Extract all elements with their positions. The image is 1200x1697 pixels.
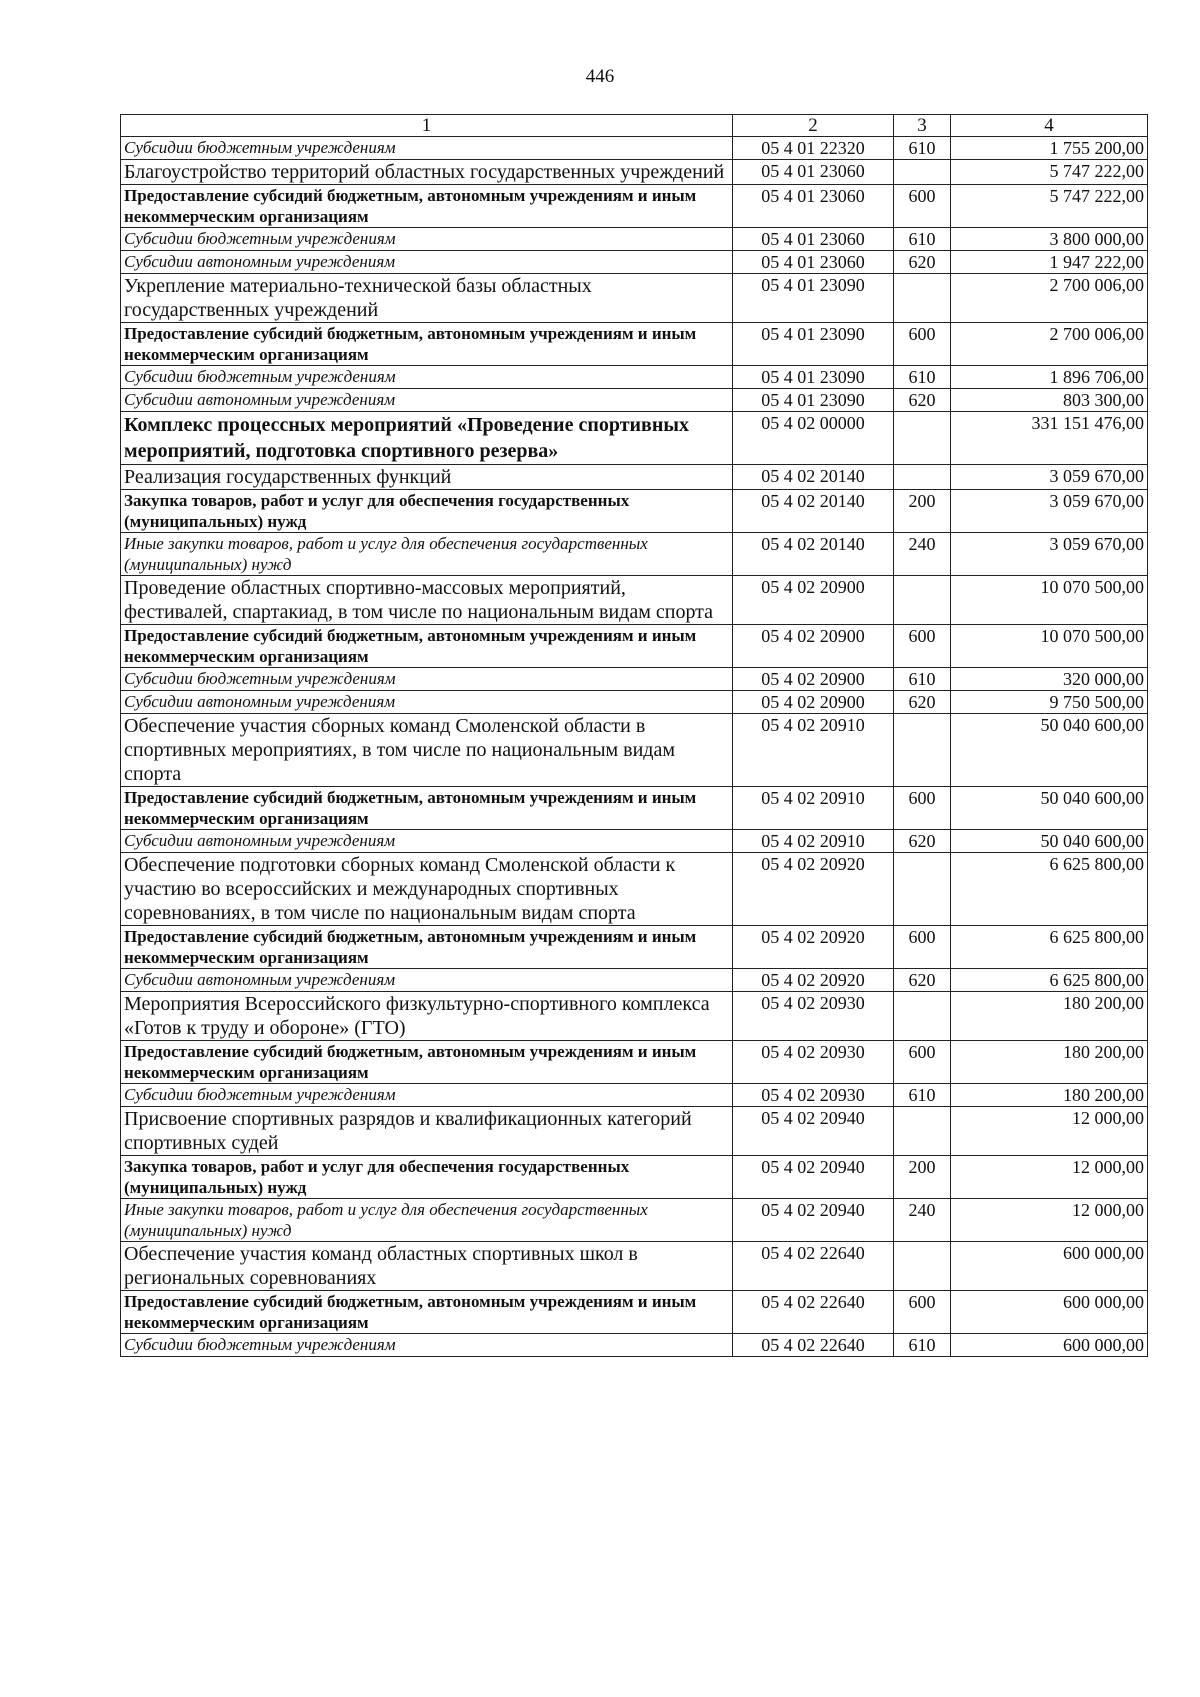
row-code-cell: 05 4 02 20900 [733, 625, 894, 668]
row-vr-cell [894, 1107, 951, 1156]
table-row [121, 366, 1148, 389]
row-name-cell: Предоставление субсидий бюджетным, автономным учреждениям и иным некоммерческим организациям [121, 926, 733, 969]
table-row [121, 1199, 1148, 1242]
row-code-cell: 05 4 02 20940 [733, 1156, 894, 1199]
row-name-cell: Закупка товаров, работ и услуг для обеспечения государственных (муниципальных) нужд [121, 1156, 733, 1199]
table-row [121, 1084, 1148, 1107]
row-name-cell: Субсидии бюджетным учреждениям [121, 137, 733, 160]
table-row [121, 714, 1148, 787]
row-vr-cell: 600 [894, 625, 951, 668]
row-name-cell: Мероприятия Всероссийского физкультурно-спортивного комплекса «Готов к труду и обороне» (ГТО) [121, 992, 733, 1041]
row-name-cell: Субсидии бюджетным учреждениям [121, 228, 733, 251]
row-vr-cell [894, 853, 951, 926]
table-row [121, 274, 1148, 323]
row-code-cell: 05 4 02 20920 [733, 853, 894, 926]
table-row [121, 137, 1148, 160]
row-amount-cell: 50 040 600,00 [951, 714, 1148, 787]
row-vr-cell: 620 [894, 691, 951, 714]
row-code-cell: 05 4 02 20910 [733, 787, 894, 830]
row-name-cell: Субсидии бюджетным учреждениям [121, 1334, 733, 1357]
row-vr-cell [894, 1242, 951, 1291]
row-code-cell: 05 4 02 20140 [733, 490, 894, 533]
row-vr-cell: 620 [894, 251, 951, 274]
table-row [121, 389, 1148, 412]
row-code-cell: 05 4 01 23090 [733, 389, 894, 412]
row-name-cell: Субсидии автономным учреждениям [121, 251, 733, 274]
row-code-cell: 05 4 02 20920 [733, 969, 894, 992]
row-vr-cell: 610 [894, 137, 951, 160]
row-code-cell: 05 4 02 22640 [733, 1242, 894, 1291]
table-row [121, 830, 1148, 853]
row-vr-cell: 610 [894, 1084, 951, 1107]
row-name-cell: Благоустройство территорий областных государственных учреждений [121, 160, 733, 185]
row-code-cell: 05 4 01 22320 [733, 137, 894, 160]
row-vr-cell: 200 [894, 1156, 951, 1199]
table-body [121, 137, 1148, 1357]
row-name-cell: Субсидии бюджетным учреждениям [121, 366, 733, 389]
budget-table [120, 114, 1148, 1357]
row-amount-cell: 600 000,00 [951, 1291, 1148, 1334]
row-vr-cell: 600 [894, 323, 951, 366]
table-row [121, 1334, 1148, 1357]
row-code-cell: 05 4 01 23090 [733, 274, 894, 323]
row-amount-cell: 6 625 800,00 [951, 926, 1148, 969]
table-row [121, 668, 1148, 691]
row-name-cell: Предоставление субсидий бюджетным, автономным учреждениям и иным некоммерческим организациям [121, 625, 733, 668]
table-row [121, 1156, 1148, 1199]
row-vr-cell: 240 [894, 1199, 951, 1242]
row-vr-cell: 610 [894, 1334, 951, 1357]
header-col-amount: 4 [951, 115, 1148, 137]
table-row [121, 1107, 1148, 1156]
row-amount-cell: 3 800 000,00 [951, 228, 1148, 251]
table-row [121, 1041, 1148, 1084]
row-amount-cell: 10 070 500,00 [951, 625, 1148, 668]
row-name-cell: Предоставление субсидий бюджетным, автономным учреждениям и иным некоммерческим организациям [121, 1291, 733, 1334]
row-amount-cell: 10 070 500,00 [951, 576, 1148, 625]
row-code-cell: 05 4 01 23060 [733, 251, 894, 274]
table-row [121, 576, 1148, 625]
row-code-cell: 05 4 02 20900 [733, 691, 894, 714]
row-code-cell: 05 4 02 20930 [733, 1084, 894, 1107]
table-row [121, 323, 1148, 366]
row-code-cell: 05 4 02 20140 [733, 465, 894, 490]
row-vr-cell [894, 465, 951, 490]
page-number: 446 [585, 66, 615, 87]
table-row [121, 691, 1148, 714]
row-code-cell: 05 4 02 20940 [733, 1199, 894, 1242]
row-amount-cell: 2 700 006,00 [951, 323, 1148, 366]
row-amount-cell: 180 200,00 [951, 992, 1148, 1041]
row-amount-cell: 5 747 222,00 [951, 160, 1148, 185]
table-row [121, 625, 1148, 668]
row-amount-cell: 9 750 500,00 [951, 691, 1148, 714]
row-amount-cell: 320 000,00 [951, 668, 1148, 691]
row-amount-cell: 1 947 222,00 [951, 251, 1148, 274]
table-row [121, 490, 1148, 533]
table-row [121, 853, 1148, 926]
row-vr-cell: 600 [894, 1041, 951, 1084]
row-code-cell: 05 4 02 20900 [733, 668, 894, 691]
row-amount-cell: 12 000,00 [951, 1156, 1148, 1199]
row-name-cell: Субсидии бюджетным учреждениям [121, 668, 733, 691]
row-amount-cell: 600 000,00 [951, 1334, 1148, 1357]
row-vr-cell: 600 [894, 787, 951, 830]
table-row [121, 465, 1148, 490]
row-amount-cell: 3 059 670,00 [951, 533, 1148, 576]
row-amount-cell: 6 625 800,00 [951, 969, 1148, 992]
table-row [121, 251, 1148, 274]
row-vr-cell [894, 714, 951, 787]
row-amount-cell: 2 700 006,00 [951, 274, 1148, 323]
table-row [121, 926, 1148, 969]
row-vr-cell [894, 160, 951, 185]
table-row [121, 185, 1148, 228]
row-amount-cell: 5 747 222,00 [951, 185, 1148, 228]
row-vr-cell [894, 412, 951, 465]
row-vr-cell: 610 [894, 228, 951, 251]
row-vr-cell: 620 [894, 389, 951, 412]
row-vr-cell: 240 [894, 533, 951, 576]
row-code-cell: 05 4 01 23060 [733, 160, 894, 185]
row-amount-cell: 331 151 476,00 [951, 412, 1148, 465]
row-amount-cell: 12 000,00 [951, 1199, 1148, 1242]
row-name-cell: Укрепление материально-технической базы областных государственных учреждений [121, 274, 733, 323]
header-col-vr: 3 [894, 115, 951, 137]
row-code-cell: 05 4 02 00000 [733, 412, 894, 465]
row-vr-cell [894, 992, 951, 1041]
row-amount-cell: 1 896 706,00 [951, 366, 1148, 389]
row-code-cell: 05 4 02 20910 [733, 830, 894, 853]
row-code-cell: 05 4 02 22640 [733, 1291, 894, 1334]
row-code-cell: 05 4 02 20930 [733, 1041, 894, 1084]
row-amount-cell: 12 000,00 [951, 1107, 1148, 1156]
header-col-name: 1 [121, 115, 733, 137]
row-code-cell: 05 4 01 23060 [733, 228, 894, 251]
row-code-cell: 05 4 02 20940 [733, 1107, 894, 1156]
row-name-cell: Обеспечение участия сборных команд Смоленской области в спортивных мероприятиях, в том числе по национальным видам спорта [121, 714, 733, 787]
row-name-cell: Комплекс процессных мероприятий «Проведение спортивных мероприятий, подготовка спортивного резерва» [121, 412, 733, 465]
row-name-cell: Субсидии бюджетным учреждениям [121, 1084, 733, 1107]
row-name-cell: Иные закупки товаров, работ и услуг для обеспечения государственных (муниципальных) нужд [121, 1199, 733, 1242]
header-col-code: 2 [733, 115, 894, 137]
row-amount-cell: 6 625 800,00 [951, 853, 1148, 926]
row-name-cell: Субсидии автономным учреждениям [121, 389, 733, 412]
table-row [121, 412, 1148, 465]
row-code-cell: 05 4 01 23090 [733, 323, 894, 366]
row-vr-cell: 200 [894, 490, 951, 533]
table-row [121, 992, 1148, 1041]
row-name-cell: Обеспечение подготовки сборных команд Смоленской области к участию во всероссийских и международных спортивных соревнованиях, в том числе по национальным видам спорта [121, 853, 733, 926]
row-vr-cell: 600 [894, 1291, 951, 1334]
row-name-cell: Реализация государственных функций [121, 465, 733, 490]
row-code-cell: 05 4 02 20140 [733, 533, 894, 576]
row-vr-cell: 600 [894, 185, 951, 228]
table-row [121, 969, 1148, 992]
row-vr-cell: 620 [894, 830, 951, 853]
row-amount-cell: 50 040 600,00 [951, 787, 1148, 830]
table-row [121, 1291, 1148, 1334]
table-header-row [121, 115, 1148, 137]
row-amount-cell: 50 040 600,00 [951, 830, 1148, 853]
row-name-cell: Предоставление субсидий бюджетным, автономным учреждениям и иным некоммерческим организациям [121, 185, 733, 228]
row-amount-cell: 3 059 670,00 [951, 465, 1148, 490]
row-amount-cell: 600 000,00 [951, 1242, 1148, 1291]
row-code-cell: 05 4 02 20930 [733, 992, 894, 1041]
row-name-cell: Субсидии автономным учреждениям [121, 969, 733, 992]
table-row [121, 533, 1148, 576]
table-row [121, 787, 1148, 830]
row-name-cell: Проведение областных спортивно-массовых мероприятий, фестивалей, спартакиад, в том числе по национальным видам спорта [121, 576, 733, 625]
row-name-cell: Предоставление субсидий бюджетным, автономным учреждениям и иным некоммерческим организациям [121, 323, 733, 366]
table-row [121, 160, 1148, 185]
table-row [121, 1242, 1148, 1291]
row-vr-cell [894, 576, 951, 625]
row-vr-cell: 610 [894, 366, 951, 389]
row-vr-cell: 620 [894, 969, 951, 992]
row-name-cell: Предоставление субсидий бюджетным, автономным учреждениям и иным некоммерческим организациям [121, 1041, 733, 1084]
row-code-cell: 05 4 01 23090 [733, 366, 894, 389]
row-amount-cell: 180 200,00 [951, 1084, 1148, 1107]
row-amount-cell: 803 300,00 [951, 389, 1148, 412]
row-amount-cell: 3 059 670,00 [951, 490, 1148, 533]
row-name-cell: Субсидии автономным учреждениям [121, 830, 733, 853]
row-name-cell: Закупка товаров, работ и услуг для обеспечения государственных (муниципальных) нужд [121, 490, 733, 533]
row-name-cell: Присвоение спортивных разрядов и квалификационных категорий спортивных судей [121, 1107, 733, 1156]
row-name-cell: Иные закупки товаров, работ и услуг для обеспечения государственных (муниципальных) нужд [121, 533, 733, 576]
row-amount-cell: 180 200,00 [951, 1041, 1148, 1084]
row-vr-cell [894, 274, 951, 323]
row-amount-cell: 1 755 200,00 [951, 137, 1148, 160]
row-code-cell: 05 4 02 20920 [733, 926, 894, 969]
row-code-cell: 05 4 02 20900 [733, 576, 894, 625]
row-code-cell: 05 4 02 20910 [733, 714, 894, 787]
row-name-cell: Обеспечение участия команд областных спортивных школ в региональных соревнованиях [121, 1242, 733, 1291]
table-row [121, 228, 1148, 251]
row-vr-cell: 610 [894, 668, 951, 691]
row-name-cell: Предоставление субсидий бюджетным, автономным учреждениям и иным некоммерческим организациям [121, 787, 733, 830]
row-name-cell: Субсидии автономным учреждениям [121, 691, 733, 714]
row-code-cell: 05 4 01 23060 [733, 185, 894, 228]
row-code-cell: 05 4 02 22640 [733, 1334, 894, 1357]
row-vr-cell: 600 [894, 926, 951, 969]
